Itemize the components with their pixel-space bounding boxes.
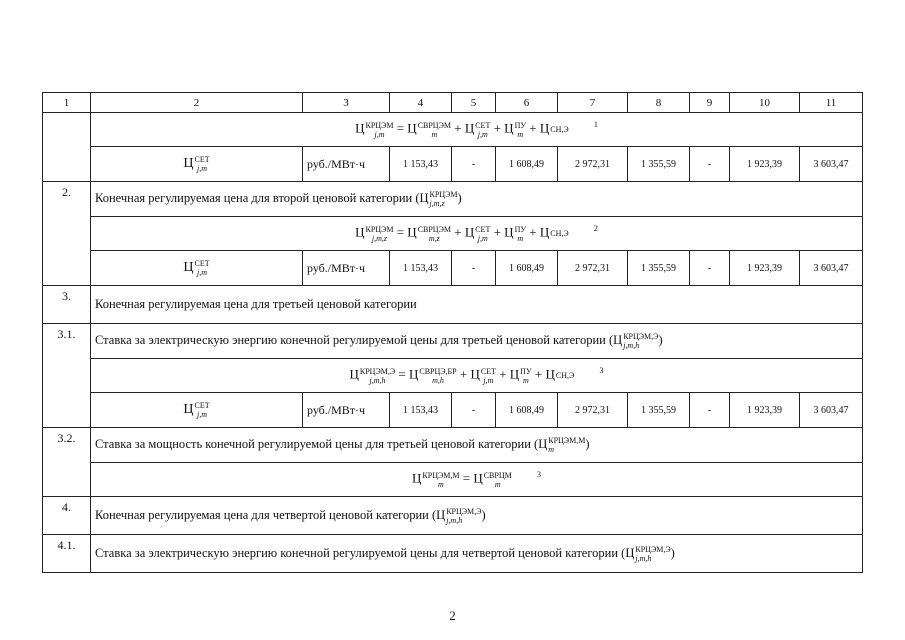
row-symbol: Ц СЕТ j,m bbox=[91, 393, 303, 428]
section-title: Конечная регулируемая цена для второй ценовой категории (Ц КРЦЭМ j,m,z ) bbox=[91, 182, 863, 217]
col-header: 10 bbox=[730, 93, 800, 113]
row-number: 4. bbox=[43, 497, 91, 535]
value-cell: 1 355,59 bbox=[628, 393, 690, 428]
value-cell: 3 603,47 bbox=[800, 251, 863, 286]
row-number: 3.2. bbox=[43, 428, 91, 497]
section-row bbox=[43, 324, 863, 359]
data-row bbox=[43, 147, 863, 182]
unit-cell: руб./МВт·ч bbox=[303, 147, 390, 182]
col-header: 5 bbox=[452, 93, 496, 113]
footnote-ref: 3 bbox=[599, 366, 604, 376]
value-cell: 1 355,59 bbox=[628, 147, 690, 182]
col-header: 1 bbox=[43, 93, 91, 113]
section-row bbox=[43, 535, 863, 573]
section-row bbox=[43, 497, 863, 535]
value-cell: 3 603,47 bbox=[800, 147, 863, 182]
col-header: 6 bbox=[496, 93, 558, 113]
value-cell: 2 972,31 bbox=[558, 251, 628, 286]
value-cell: 1 923,39 bbox=[730, 393, 800, 428]
formula-row bbox=[43, 359, 863, 393]
value-cell: - bbox=[452, 147, 496, 182]
row-number: 4.1. bbox=[43, 535, 91, 573]
value-cell: 1 153,43 bbox=[390, 251, 452, 286]
formula-1: Ц КРЦЭМ j,m = Ц СВРЦЭМ m + Ц СЕТ j,m + Ц ПУ m + Ц СН,Э $^1$ bbox=[91, 113, 863, 147]
unit-cell: руб./МВт·ч bbox=[303, 251, 390, 286]
section-row bbox=[43, 428, 863, 463]
data-row bbox=[43, 393, 863, 428]
value-cell: 1 923,39 bbox=[730, 251, 800, 286]
row-number: 2. bbox=[43, 182, 91, 286]
formula-4: Ц КРЦЭМ,М m = Ц СВРЦМ m $^3$ bbox=[91, 463, 863, 497]
col-header: 4 bbox=[390, 93, 452, 113]
section-title: Конечная регулируемая цена для третьей ценовой категории bbox=[91, 286, 863, 324]
col-header: 3 bbox=[303, 93, 390, 113]
formula-3: Ц КРЦЭМ,Э j,m,h = Ц СВРЦЭ,БР m,h + Ц СЕТ j,m + Ц ПУ m + Ц СН,Э $^3$ bbox=[91, 359, 863, 393]
row-number-empty bbox=[43, 113, 91, 182]
value-cell: - bbox=[690, 393, 730, 428]
col-header: 2 bbox=[91, 93, 303, 113]
value-cell: 1 608,49 bbox=[496, 251, 558, 286]
header-row bbox=[43, 93, 863, 113]
footnote-ref: 1 bbox=[593, 120, 598, 130]
value-cell: 2 972,31 bbox=[558, 147, 628, 182]
value-cell: - bbox=[690, 147, 730, 182]
row-symbol: Ц СЕТ j,m bbox=[91, 147, 303, 182]
value-cell: 3 603,47 bbox=[800, 393, 863, 428]
row-symbol: Ц СЕТ j,m bbox=[91, 251, 303, 286]
footnote-ref: 2 bbox=[593, 224, 598, 234]
section-title: Ставка за мощность конечной регулируемой цены для третьей ценовой категории (Ц КРЦЭМ,М m ) bbox=[91, 428, 863, 463]
data-row bbox=[43, 251, 863, 286]
section-title: Ставка за электрическую энергию конечной регулируемой цены для третьей ценовой категории (Ц КРЦЭМ,Э j,m,h ) bbox=[91, 324, 863, 359]
col-header: 7 bbox=[558, 93, 628, 113]
formula-row bbox=[43, 113, 863, 147]
unit-cell: руб./МВт·ч bbox=[303, 393, 390, 428]
section-row bbox=[43, 286, 863, 324]
formula-2: Ц КРЦЭМ j,m,z = Ц СВРЦЭМ m,z + Ц СЕТ j,m + Ц ПУ m + Ц СН,Э $^2$ bbox=[91, 217, 863, 251]
row-number: 3.1. bbox=[43, 324, 91, 428]
footnote-ref: 3 bbox=[536, 470, 541, 480]
tariff-table bbox=[42, 92, 863, 573]
col-header: 11 bbox=[800, 93, 863, 113]
value-cell: 2 972,31 bbox=[558, 393, 628, 428]
col-header: 8 bbox=[628, 93, 690, 113]
value-cell: 1 355,59 bbox=[628, 251, 690, 286]
value-cell: - bbox=[690, 251, 730, 286]
value-cell: 1 153,43 bbox=[390, 393, 452, 428]
row-number: 3. bbox=[43, 286, 91, 324]
value-cell: - bbox=[452, 393, 496, 428]
col-header: 9 bbox=[690, 93, 730, 113]
value-cell: 1 608,49 bbox=[496, 393, 558, 428]
value-cell: - bbox=[452, 251, 496, 286]
value-cell: 1 923,39 bbox=[730, 147, 800, 182]
section-row bbox=[43, 182, 863, 217]
section-title: Конечная регулируемая цена для четвертой ценовой категории (Ц КРЦЭМ,Э j,m,h ) bbox=[91, 497, 863, 535]
formula-row bbox=[43, 217, 863, 251]
value-cell: 1 153,43 bbox=[390, 147, 452, 182]
value-cell: 1 608,49 bbox=[496, 147, 558, 182]
formula-row bbox=[43, 463, 863, 497]
page-number: 2 bbox=[449, 608, 456, 623]
section-title: Ставка за электрическую энергию конечной регулируемой цены для четвертой ценовой категории (Ц КРЦЭМ,Э j,m,h ) bbox=[91, 535, 863, 573]
